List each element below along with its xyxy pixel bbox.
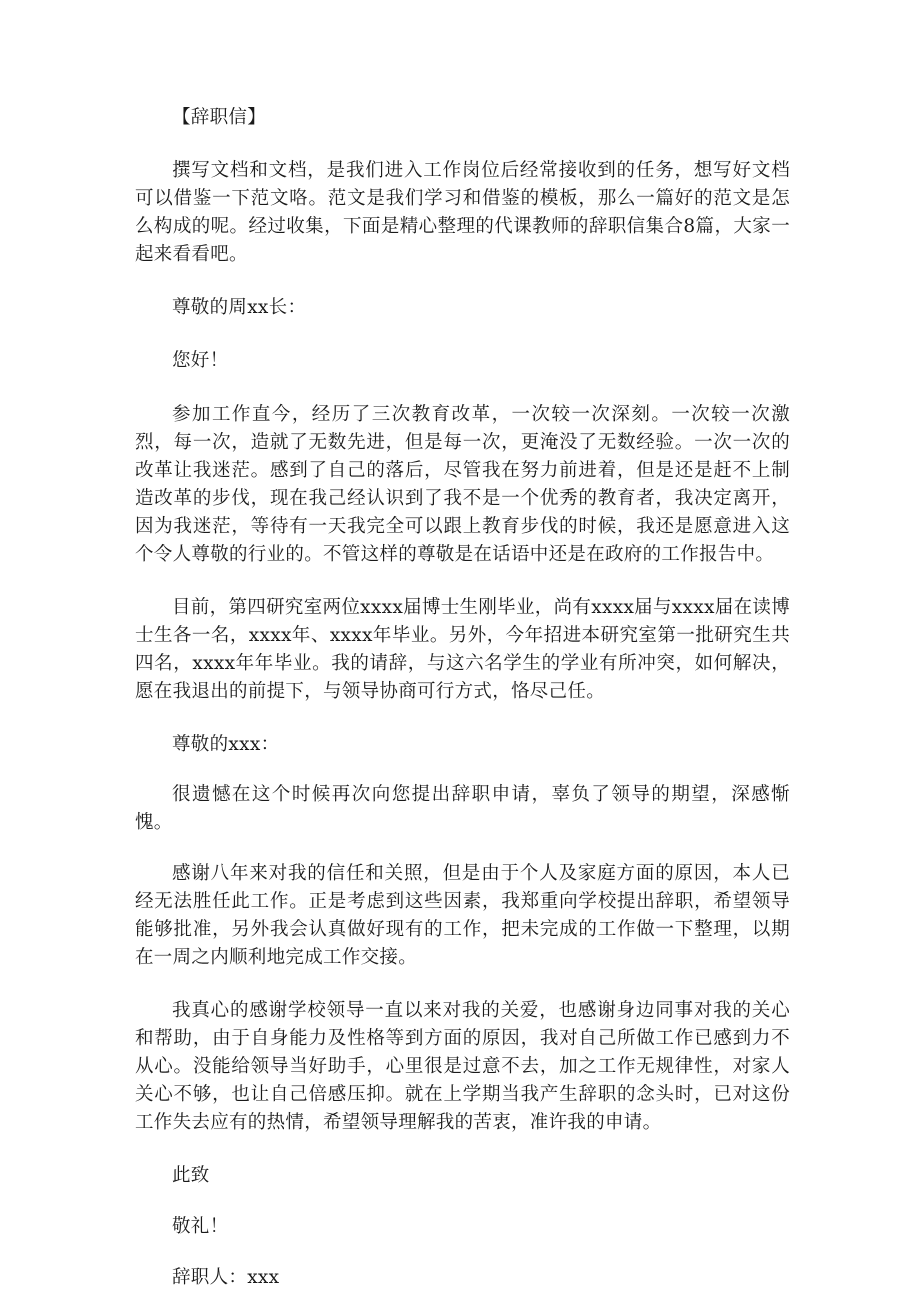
- letter2-closing-1: 此致: [172, 1165, 210, 1186]
- document-page: [135, 104, 790, 1292]
- letter1-paragraph-2: 目前，第四研究室两位xxxx届博士生刚毕业，尚有xxxx届与xxxx届在读博士生各一名，xxxx年、xxxx年毕业。另外，今年招进本研究室第一批研究生共四名，xxxx年年毕业。我的请辞，与这六名学生的学业有所冲突，如何解决，愿在我退出的前提下，与领导协商可行方式，恪尽己任。: [135, 597, 790, 702]
- letter2-salutation: 尊敬的xxx：: [172, 734, 280, 755]
- letter1-salutation: 尊敬的周xx长：: [172, 297, 307, 318]
- letter1-greeting: 您好！: [172, 350, 229, 371]
- letter2-paragraph-3: 我真心的感谢学校领导一直以来对我的关爱，也感谢身边同事对我的关心和帮助，由于自身能力及性格等到方面的原因，我对自己所做工作已感到力不从心。没能给领导当好助手，心里很是过意不去，加之工作无规律性，对家人关心不够，也让自己倍感压抑。就在上学期当我产生辞职的念头时，已对这份工作失去应有的热情，希望领导理解我的苦衷，准许我的申请。: [135, 1000, 790, 1133]
- intro-paragraph: 撰写文档和文档，是我们进入工作岗位后经常接收到的任务，想写好文档可以借鉴一下范文咯。范文是我们学习和借鉴的模板，那么一篇好的范文是怎么构成的呢。经过收集，下面是精心整理的代课教师的辞职信集合8篇，大家一起来看看吧。: [135, 160, 790, 265]
- letter1-paragraph-1: 参加工作直今，经历了三次教育改革，一次较一次深刻。一次较一次激烈，每一次，造就了无数先进，但是每一次，更淹没了无数经验。一次一次的改革让我迷茫。感到了自己的落后，尽管我在努力前进着，但是还是赶不上制造改革的步伐，现在我己经认识到了我不是一个优秀的教育者，我决定离开，因为我迷茫，等待有一天我完全可以跟上教育步伐的时候，我还是愿意进入这个令人尊敬的行业的。不管这样的尊敬是在话语中还是在政府的工作报告中。: [135, 404, 790, 565]
- document-title: 【辞职信】: [172, 107, 267, 128]
- letter2-signature: 辞职人：xxx: [172, 1267, 280, 1288]
- letter2-paragraph-2: 感谢八年来对我的信任和关照，但是由于个人及家庭方面的原因，本人已经无法胜任此工作。正是考虑到这些因素，我郑重向学校提出辞职，希望领导能够批准，另外我会认真做好现有的工作，把未完成的工作做一下整理，以期在一周之内顺利地完成工作交接。: [135, 863, 790, 968]
- letter2-paragraph-1: 很遗憾在这个时候再次向您提出辞职申请，辜负了领导的期望，深感惭愧。: [135, 784, 790, 833]
- letter2-closing-2: 敬礼！: [172, 1216, 229, 1237]
